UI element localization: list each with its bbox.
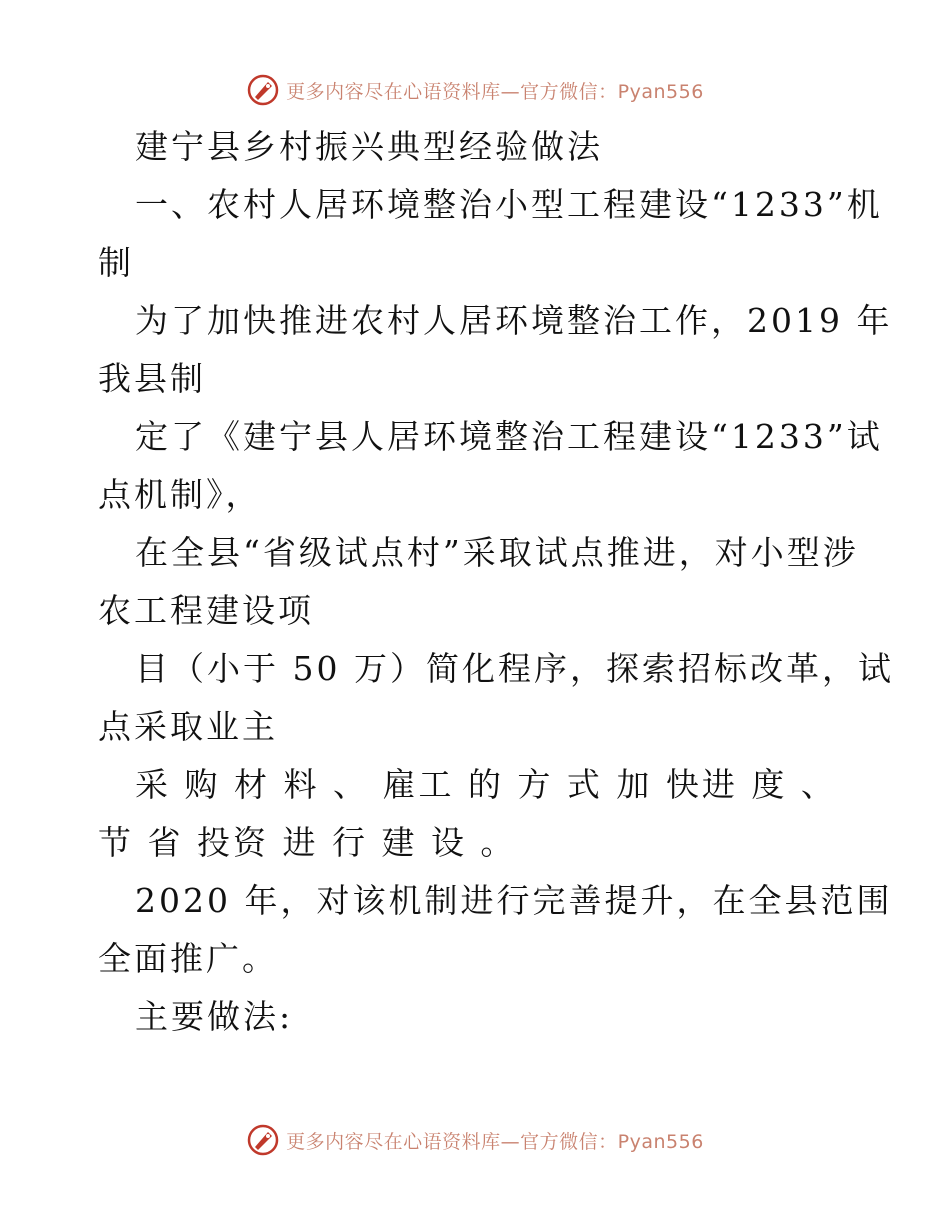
text-line: 节 省 投资 进 行 建 设 。 [98,823,517,862]
text-line: 主要做法: [135,997,294,1036]
text-line: 制 [98,243,134,282]
text-line: 点机制》， [98,475,262,514]
text-line: 为了加快推进农村人居环境整治工作，2019 年 [135,301,893,340]
text-line: 点采取业主 [98,707,278,746]
text-line: 我县制 [98,359,206,398]
text-line: 全面推广。 [98,939,278,978]
text-line: 采 购 材 料 、 雇工 的 方 式 加 快进 度 、 [135,765,837,804]
section-heading: 一、农村人居环境整治小型工程建设“1233”机 [135,185,883,224]
watermark-text: 更多内容尽在心语资料库—官方微信：Pyan556 [286,1130,704,1153]
text-line: 2020 年，对该机制进行完善提升，在全县范围 [135,881,893,920]
watermark-footer [0,1120,950,1160]
document-body [98,118,894,1046]
watermark-header [0,70,950,110]
text-line: 目（小于 50 万）简化程序，探索招标改革，试 [135,649,894,688]
text-line: 农工程建设项 [98,591,314,630]
document-title: 建宁县乡村振兴典型经验做法 [135,127,603,166]
text-line: 定了《建宁县人居环境整治工程建设“1233”试 [135,417,883,456]
watermark-text: 更多内容尽在心语资料库—官方微信：Pyan556 [286,80,704,103]
pen-nib-logo-icon [246,1123,280,1157]
pen-nib-logo-icon [246,73,280,107]
text-line: 在全县“省级试点村”采取试点推进，对小型涉 [135,533,859,572]
